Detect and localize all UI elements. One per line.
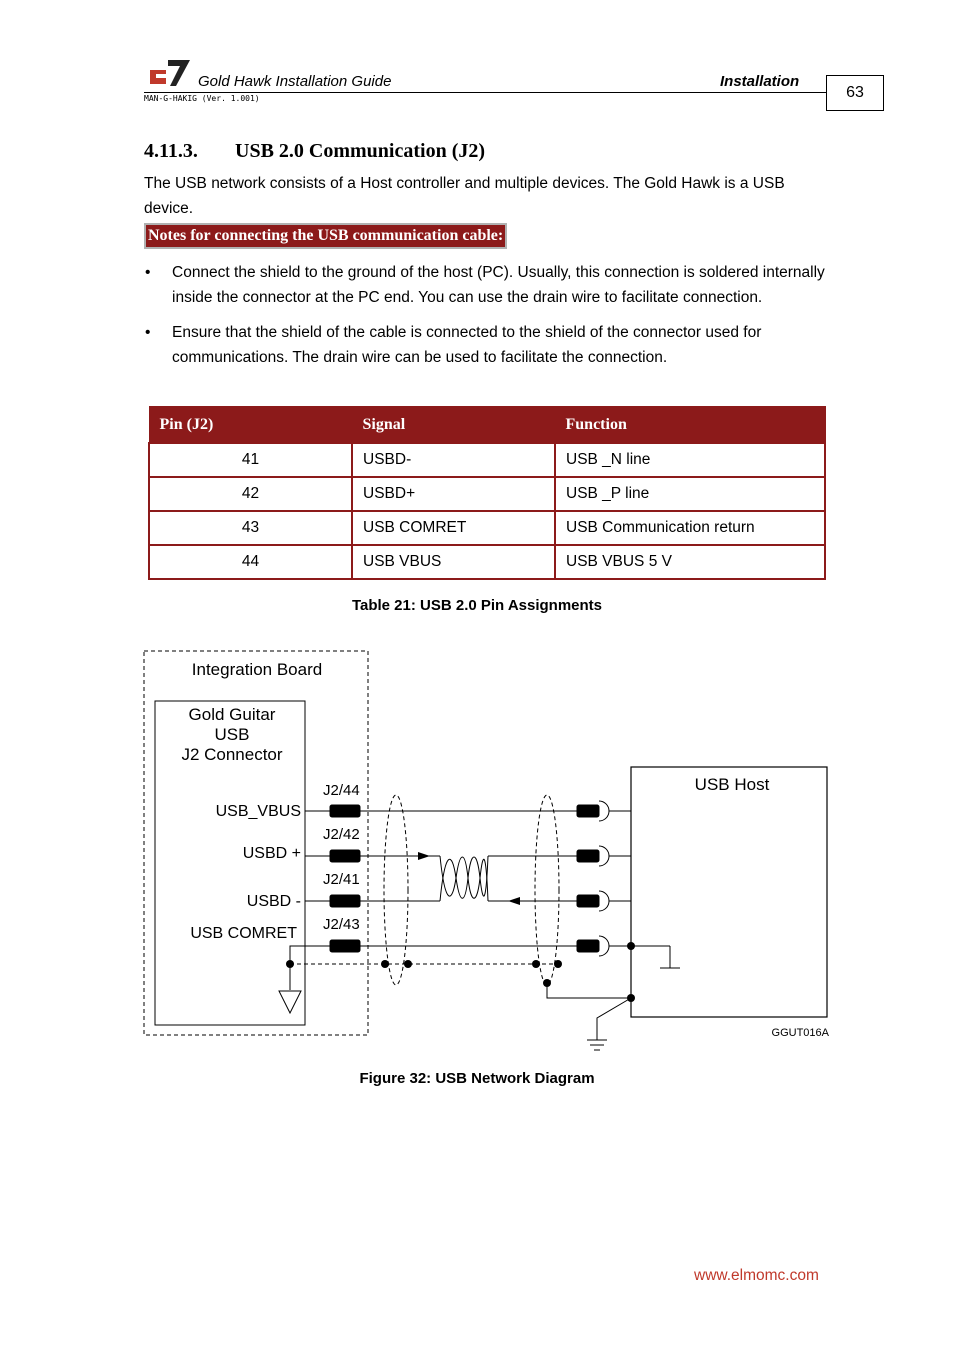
header-title: Gold Hawk Installation Guide [198,73,392,90]
connector-label-line1: Gold Guitar [188,705,276,724]
elmo-logo [148,58,190,88]
list-item [144,260,828,310]
pin-label-43: J2/43 [323,916,360,933]
host-wires [547,811,680,1050]
notes-list [144,260,828,380]
table-cell: USB _P line [555,477,825,511]
table-cell: 43 [149,511,352,545]
table-cell: USBD+ [352,477,555,511]
pin-assignment-table [148,406,826,580]
connector-label-line2: USB [214,725,250,744]
footer-website-link[interactable]: www.elmomc.com [694,1267,819,1284]
arrow-right-icon [418,852,430,860]
bullet-icon: • [145,264,151,281]
table-cell: 41 [149,443,352,477]
section-title: USB 2.0 Communication (J2) [235,140,486,162]
signal-label-vbus: USB_VBUS [215,803,301,820]
table-cell: USB VBUS [352,545,555,579]
signal-label-usbd-plus: USBD + [242,845,301,862]
usb-host-box [631,767,827,1017]
table-cell: USBD- [352,443,555,477]
table-row [149,511,825,545]
table-row [149,443,825,477]
connector-label-line3: J2 Connector [181,745,283,764]
usb-network-diagram [0,640,954,1060]
table-caption: Table 21: USB 2.0 Pin Assignments [351,597,603,614]
table-row [149,477,825,511]
signal-label-comret: USB COMRET [190,925,297,942]
integration-board-label: Integration Board [191,660,323,679]
table-cell: USB Communication return [555,511,825,545]
section-heading [144,140,485,163]
right-connector-pins [577,801,609,956]
document-version: MAN-G-HAKIG (Ver. 1.001) [144,94,260,103]
table-cell: USB COMRET [352,511,555,545]
note-heading: Notes for connecting the USB communication cable: [144,223,507,249]
pin-label-42: J2/42 [323,826,360,843]
table-row [149,545,825,579]
table-cell: USB VBUS 5 V [555,545,825,579]
bullet-icon: • [145,324,151,341]
shield-right [535,795,559,985]
bullet-text: Ensure that the shield of the cable is connected to the shield of the connector used for communications. The drain wire can be used to facilitate the connection. [172,324,762,366]
bullet-text: Connect the shield to the ground of the host (PC). Usually, this connection is soldered internally inside the connector at the PC end. You can use the drain wire to facilitate connection. [172,264,825,306]
signal-label-usbd-minus: USBD - [246,893,301,910]
column-header: Pin (J2) [149,407,352,444]
table-cell: 42 [149,477,352,511]
figure-code: GGUT016A [771,1027,829,1039]
figure-caption: Figure 32: USB Network Diagram [359,1070,595,1087]
pin-label-41: J2/41 [323,871,360,888]
table-cell: 44 [149,545,352,579]
table-header-row [149,407,825,444]
shield-left [384,795,408,985]
page-number: 63 [826,75,884,111]
intro-paragraph: The USB network consists of a Host controller and multiple devices. The Gold Hawk is a USB device. [144,175,785,217]
section-number: 4.11.3. [144,140,198,162]
column-header: Signal [352,407,555,444]
header-rule [144,92,827,93]
column-header: Function [555,407,825,444]
usb-host-label: USB Host [694,775,770,794]
table-cell: USB _N line [555,443,825,477]
pin-label-44: J2/44 [323,782,360,799]
header-section: Installation [720,73,800,90]
cable-wires [360,811,577,946]
list-item [144,320,828,370]
arrow-left-icon [508,897,520,905]
